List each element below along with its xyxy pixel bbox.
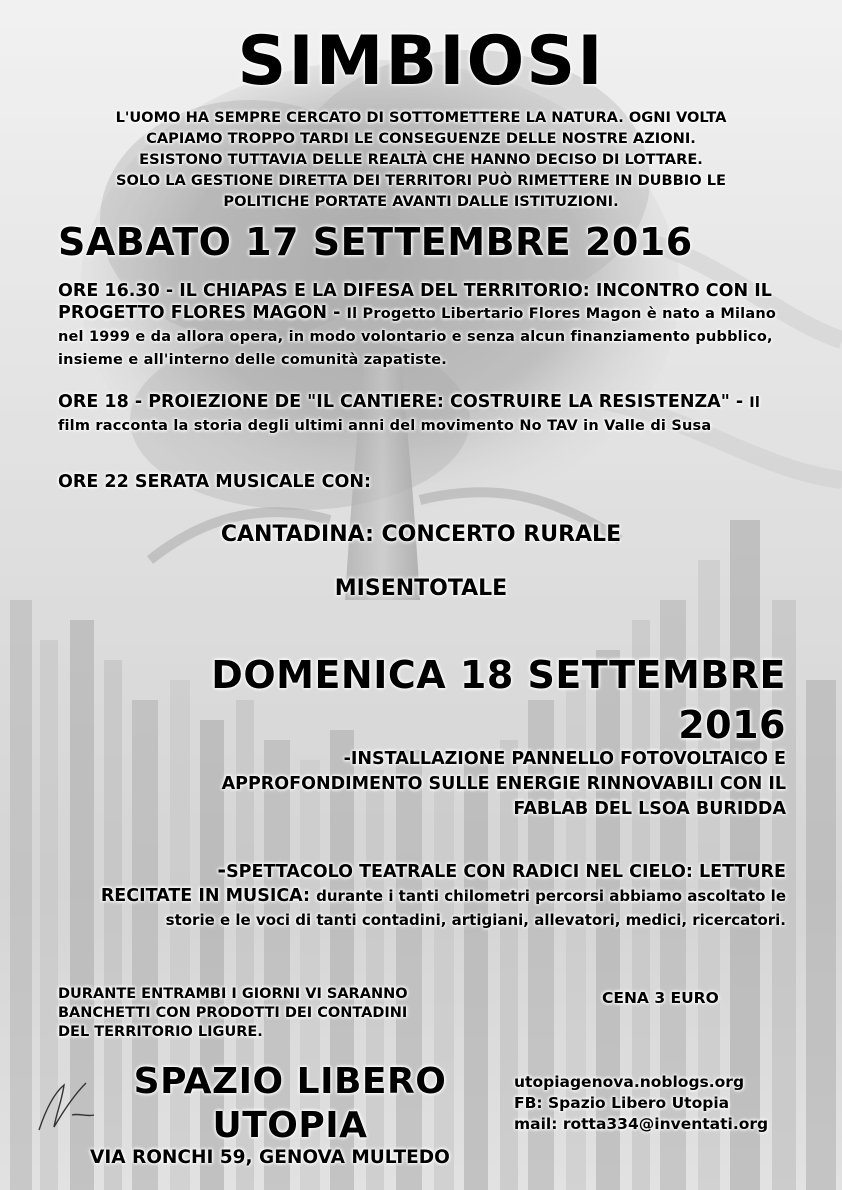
sunday-heading-line: 2016: [678, 703, 786, 747]
event-line: -INSTALLAZIONE PANNELLO FOTOVOLTAICO E: [343, 749, 786, 769]
band-cantadina: CANTADINA: CONCERTO RURALE: [220, 522, 622, 547]
notice-line: BANCHETTI CON PRODOTTI DEI CONTADINI: [58, 1005, 408, 1021]
venue-line: UTOPIA: [212, 1105, 368, 1146]
intro-line: SOLO LA GESTIONE DIRETTA DEI TERRITORI PUÒ RIMETTERE IN DUBBIO LE: [116, 172, 726, 189]
facebook-link[interactable]: FB: Spazio Libero Utopia: [514, 1094, 730, 1112]
bullet-dash: -: [217, 858, 227, 882]
saturday-heading: SABATO 17 SETTEMBRE 2016: [58, 220, 693, 264]
event-title: ORE 22 SERATA MUSICALE CON:: [58, 472, 371, 492]
band-misentotale: MISENTOTALE: [334, 576, 508, 601]
intro-line: CAPIAMO TROPPO TARDI LE CONSEGUENZE DELLE NOSTRE AZIONI.: [146, 130, 696, 147]
intro-text: [50, 107, 792, 212]
blog-link[interactable]: utopiagenova.noblogs.org: [514, 1073, 745, 1091]
intro-line: POLITICHE PORTATE AVANTI DALLE ISTITUZIONI.: [223, 193, 619, 210]
venue-line: SPAZIO LIBERO: [133, 1061, 447, 1102]
event-description: Il film racconta la storia degli ultimi anni del movimento No TAV in Valle di Susa: [58, 395, 761, 434]
event-body: [66, 884, 786, 932]
event-description: durante i tanti chilometri percorsi abbiamo ascoltato le storie e le voci di tanti contadini, artigiani, allevatori, medici, ricercatori.: [165, 887, 786, 929]
intro-line: ESISTONO TUTTAVIA DELLE REALTÀ CHE HANNO DECISO DI LOTTARE.: [139, 151, 703, 168]
sunday-heading: [66, 650, 786, 750]
notice-line: DURANTE ENTRAMBI I GIORNI VI SARANNO: [58, 986, 408, 1002]
event-line: APPROFONDIMENTO SULLE ENERGIE RINNOVABILI CON IL: [221, 774, 786, 794]
event-title: ORE 16.30 - IL CHIAPAS E LA DIFESA DEL TERRITORIO: INCONTRO CON IL PROGETTO FLORES MAGON -: [58, 281, 772, 323]
markets-notice: [58, 985, 408, 1042]
sunday-event-theatre: [66, 858, 786, 932]
saturday-event-chiapas: [58, 280, 778, 371]
page-title: SIMBIOSI: [237, 22, 605, 101]
intro-line: L'UOMO HA SEMPRE CERCATO DI SOTTOMETTERE LA NATURA. OGNI VOLTA: [115, 109, 727, 126]
event-line: FABLAB DEL LSOA BURIDDA: [513, 799, 786, 819]
dinner-price: CENA 3 EURO: [602, 989, 719, 1007]
event-title: SPETTACOLO TEATRALE CON RADICI NEL CIELO: LETTURE: [226, 862, 786, 882]
saturday-event-cantiere: [58, 391, 778, 437]
contacts: [514, 1072, 768, 1135]
event-title: ORE 18 - PROIEZIONE DE "IL CANTIERE: COSTRUIRE LA RESISTENZA" -: [58, 392, 750, 412]
sunday-event-solar-panel: [106, 747, 786, 822]
event-title-line: [66, 858, 786, 884]
sunday-heading-line: DOMENICA 18 SETTEMBRE: [211, 653, 786, 697]
event-description: Il Progetto Libertario Flores Magon è nato a Milano nel 1999 e da allora opera, in modo volontario e senza alcun finanziamento pubblico, insieme e all'interno delle comunità zapatiste.: [58, 306, 777, 368]
email-link[interactable]: mail: rotta334@inventati.org: [514, 1115, 769, 1133]
venue-name: [60, 1060, 520, 1148]
notice-line: DEL TERRITORIO LIGURE.: [58, 1024, 263, 1040]
event-title: RECITATE IN MUSICA:: [100, 886, 317, 906]
venue-address: VIA RONCHI 59, GENOVA MULTEDO: [90, 1147, 450, 1168]
saturday-event-music: [58, 471, 778, 493]
